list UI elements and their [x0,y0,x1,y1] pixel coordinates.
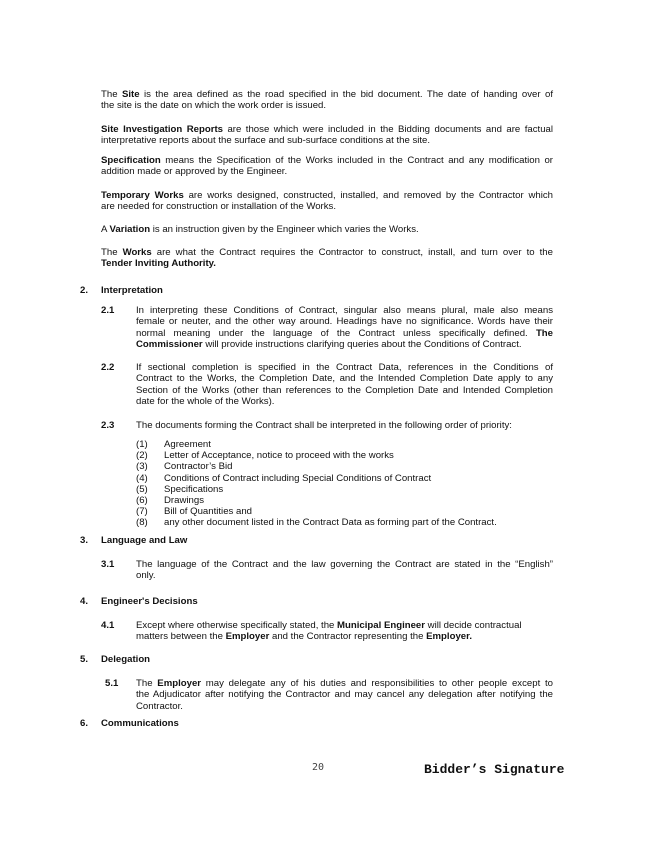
definition-works: The Works are what the Contract requires the Contractor to construct, install, and turn over to the Tender Inviting Authority. [101,247,553,270]
priority-list [136,439,497,529]
clause-5-1: The Employer may delegate any of his duties and responsibilities to other people except to the Adjudicator after notifying the Contractor and may cancel any delegation after notifying the Contractor. [136,678,553,712]
clause-number: 4.1 [101,620,115,631]
section-number: 2. [80,285,89,296]
section-number: 3. [80,535,89,546]
section-title-interpretation: Interpretation [101,285,163,296]
definition-site: The Site is the area defined as the road specified in the bid document. The date of handing over of the site is the date on which the work order is issued. [101,89,553,112]
section-number: 4. [80,596,89,607]
clause-2-3: The documents forming the Contract shall be interpreted in the following order of priority: [136,420,512,431]
clause-number: 5.1 [105,678,119,689]
definition-temporary-works: Temporary Works are works designed, constructed, installed, and removed by the Contractor which are needed for construction or installation of the Works. [101,190,554,213]
page-number: 20 [312,762,325,773]
clause-4-1: Except where otherwise specifically stated, the Municipal Engineer will decide contractual matters between the Employer and the Contractor representing the Employer. [136,620,522,643]
clause-2-2: If sectional completion is specified in the Contract Data, references in the Conditions of Contract to the Works, the Completion Date, and the Intended Completion Date apply to any Section of the Works (other than references to the Completion Date and Intended Completion date for the whole of the Works). [136,362,553,408]
list-item: (5) Specifications [136,483,224,495]
list-item: (4) Conditions of Contract including Special Conditions of Contract [136,472,432,484]
section-title-language-and-law: Language and Law [101,535,188,546]
list-item: (2) Letter of Acceptance, notice to proceed with the works [136,450,394,462]
definition-variation: A Variation is an instruction given by the Engineer which varies the Works. [101,224,419,235]
list-item: (6) Drawings [136,495,204,507]
section-number: 5. [80,654,89,665]
list-item: (3) Contractor’s Bid [136,461,233,473]
clause-2-1: In interpreting these Conditions of Contract, singular also means plural, male also means female or neuter, and the other way around. Headings have no significance. Words have their normal meaning under the language of the Contract unless specifically defined. The Commissioner will provide instructions clarifying queries about the Conditions of Contract. [136,305,553,351]
clause-number: 2.1 [101,305,115,316]
clause-3-1: The language of the Contract and the law governing the Contract are stated in the “English” only. [136,559,553,582]
list-item: (7) Bill of Quantities and [136,506,252,518]
section-title-engineers-decisions: Engineer's Decisions [101,596,198,607]
clause-number: 3.1 [101,559,115,570]
list-item: (1) Agreement [136,439,211,450]
definition-site-investigation-reports: Site Investigation Reports are those which were included in the Bidding documents and are factual interpretative reports about the surface and sub-surface conditions at the site. [101,124,554,147]
bidders-signature-label: Bidder’s Signature [424,762,565,777]
clause-number: 2.3 [101,420,115,431]
section-number: 6. [80,718,89,729]
section-title-communications: Communications [101,718,179,729]
definition-specification: Specification means the Specification of the Works included in the Contract and any modification or addition made or approved by the Engineer. [101,155,553,178]
clause-number: 2.2 [101,362,115,373]
section-title-delegation: Delegation [101,654,151,665]
list-item: (8) any other document listed in the Contract Data as forming part of the Contract. [136,517,497,529]
